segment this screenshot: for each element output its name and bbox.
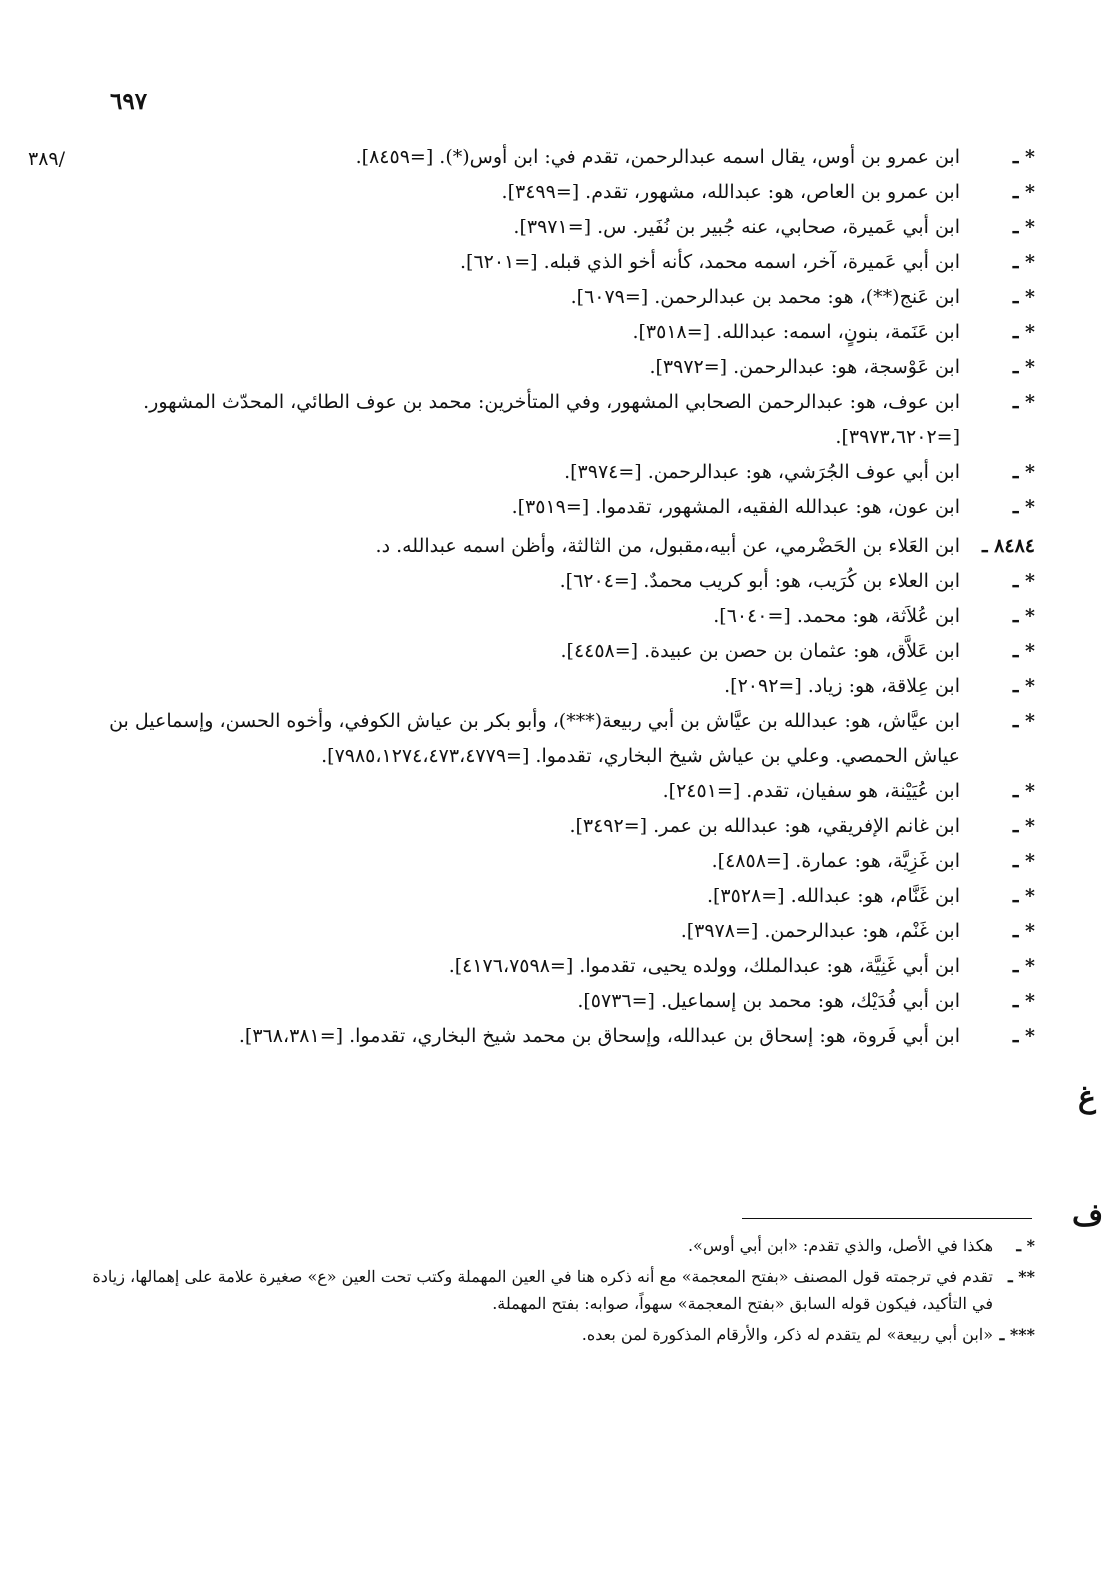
entry-text: ابن عَلاَّق، هو: عثمان بن حصن بن عبيدة. [=٤٤٥٨]. xyxy=(560,640,960,662)
footnote-text: «ابن أبي ربيعة» لم يتقدم له ذكر، والأرقام المذكورة لمن بعده. xyxy=(581,1325,993,1344)
entry xyxy=(100,245,1035,280)
entry-marker: * ـ xyxy=(1012,570,1035,592)
entry-text: ابن غَزِيَّة، هو: عمارة. [=٤٨٥٨]. xyxy=(711,850,960,872)
entry xyxy=(100,210,1035,245)
entry xyxy=(100,844,1035,879)
entry-marker: * ـ xyxy=(1012,251,1035,273)
footnote-marker: * ـ xyxy=(1016,1236,1035,1255)
entry xyxy=(100,634,1035,669)
entry xyxy=(100,879,1035,914)
entry-marker: * ـ xyxy=(1012,1025,1035,1047)
entry-number: ٨٤٨٤ ـ xyxy=(981,535,1035,557)
entry-marker: * ـ xyxy=(1012,605,1035,627)
entry-text: ابن أبي عوف الجُرَشي، هو: عبدالرحمن. [=٣٩٧٤]. xyxy=(564,461,960,483)
entry-marker: * ـ xyxy=(1012,710,1035,732)
entry xyxy=(100,315,1035,350)
entry xyxy=(100,564,1035,599)
numbered-entry xyxy=(100,529,1035,564)
entry-marker: * ـ xyxy=(1012,955,1035,977)
entry-text: ابن عَنَمة، بنونٍ، اسمه: عبدالله. [=٣٥١٨]. xyxy=(632,321,960,343)
footnote-marker: *** ـ xyxy=(999,1325,1035,1344)
footnote xyxy=(80,1232,1035,1259)
entry xyxy=(100,984,1035,1019)
entry-text: ابن العلاء بن كُرَيب، هو: أبو كريب محمدٌ. [=٦٢٠٤]. xyxy=(559,570,960,592)
entry-text: ابن عَنج(**)، هو: محمد بن عبدالرحمن. [=٦٠٧٩]. xyxy=(570,286,960,308)
entry xyxy=(100,599,1035,634)
entry xyxy=(100,490,1035,525)
entry-text: ابن عمرو بن العاص، هو: عبدالله، مشهور، تقدم. [=٣٤٩٩]. xyxy=(501,181,960,203)
entry-text: ابن أبي فَروة، هو: إسحاق بن عبدالله، وإسحاق بن محمد شيخ البخاري، تقدموا. [=٣٦٨،٣٨١]. xyxy=(238,1025,960,1047)
entry xyxy=(100,175,1035,210)
entry-marker: * ـ xyxy=(1012,920,1035,942)
entry-text: ابن أبي عَميرة، صحابي، عنه جُبير بن نُفَير. س. [=٣٩٧١]. xyxy=(513,216,960,238)
entry-text: ابن عمرو بن أوس، يقال اسمه عبدالرحمن، تقدم في: ابن أوس(*). [=٨٤٥٩]. xyxy=(355,146,960,168)
entry xyxy=(100,385,1035,455)
footnote-text: تقدم في ترجمته قول المصنف «بفتح المعجمة» مع أنه ذكره هنا في العين المهملة وكتب تحت العين «ع» صغيرة علامة على إهمالها، زيادة في التأكيد، فيكون قوله السابق «بفتح المعجمة» سهواً، صوابه: بفتح المهملة. xyxy=(92,1267,993,1313)
footnote-divider xyxy=(742,1218,1032,1219)
entry xyxy=(100,809,1035,844)
entry-text: ابن عُيَيْنة، هو سفيان، تقدم. [=٢٤٥١]. xyxy=(662,780,960,802)
entry xyxy=(100,774,1035,809)
entry-marker: * ـ xyxy=(1012,496,1035,518)
entry-text: ابن عوف، هو: عبدالرحمن الصحابي المشهور، وفي المتأخرين: محمد بن عوف الطائي، المحدّث المشهور. [=٣٩٧٣،٦٢٠٢]. xyxy=(143,391,960,448)
entry-marker: * ـ xyxy=(1012,181,1035,203)
entry xyxy=(100,280,1035,315)
entry xyxy=(100,914,1035,949)
entry-marker: * ـ xyxy=(1012,990,1035,1012)
entry-marker: * ـ xyxy=(1012,850,1035,872)
entry-marker: * ـ xyxy=(1012,391,1035,413)
entry xyxy=(100,1019,1035,1054)
entry-marker: * ـ xyxy=(1012,461,1035,483)
page-number: ٦٩٧ xyxy=(110,88,148,115)
entry-marker: * ـ xyxy=(1012,780,1035,802)
section-letter-fa: ف xyxy=(1072,1198,1104,1233)
entry-text: ابن غَنَّام، هو: عبدالله. [=٣٥٢٨]. xyxy=(706,885,960,907)
entry xyxy=(100,140,1035,175)
entry-marker: * ـ xyxy=(1012,321,1035,343)
entry-marker: * ـ xyxy=(1012,146,1035,168)
entry-text: ابن عيَّاش، هو: عبدالله بن عيَّاش بن أبي ربيعة(***)، وأبو بكر بن عياش الكوفي، وأخوه الحسن، وإسماعيل بن عياش الحمصي. وعلي بن عياش شيخ البخاري، تقدموا. [=٧٩٨٥،١٢٧٤،٤٧٣،٤٧٧٩]. xyxy=(109,710,960,767)
entry xyxy=(100,949,1035,984)
entry-text: ابن غَنْم، هو: عبدالرحمن. [=٣٩٧٨]. xyxy=(680,920,960,942)
margin-reference: /٣٨٩ xyxy=(28,148,66,170)
footnote xyxy=(80,1263,1035,1317)
entry-marker: * ـ xyxy=(1012,216,1035,238)
entry-text: ابن عون، هو: عبدالله الفقيه، المشهور، تقدموا. [=٣٥١٩]. xyxy=(511,496,960,518)
entry-text: ابن عَوْسجة، هو: عبدالرحمن. [=٣٩٧٢]. xyxy=(649,356,960,378)
entry-text: ابن غانم الإفريقي، هو: عبدالله بن عمر. [=٣٤٩٢]. xyxy=(569,815,960,837)
entry-text: ابن أبي غَنِيَّة، هو: عبدالملك، وولده يحيى، تقدموا. [=٤١٧٦،٧٥٩٨]. xyxy=(448,955,960,977)
entry-marker: * ـ xyxy=(1012,356,1035,378)
entry xyxy=(100,455,1035,490)
footnote-marker: ** ـ xyxy=(1008,1267,1035,1286)
entry-marker: * ـ xyxy=(1012,286,1035,308)
entry xyxy=(100,350,1035,385)
entry-marker: * ـ xyxy=(1012,675,1035,697)
entry-list xyxy=(100,140,1035,1054)
entry xyxy=(100,669,1035,704)
entry-text: ابن عِلاقة، هو: زياد. [=٢٠٩٢]. xyxy=(724,675,960,697)
footnote xyxy=(80,1321,1035,1348)
entry-marker: * ـ xyxy=(1012,640,1035,662)
entry xyxy=(100,704,1035,774)
entry-text: ابن أبي فُدَيْك، هو: محمد بن إسماعيل. [=٥٧٣٦]. xyxy=(577,990,960,1012)
entry-text: ابن العَلاء بن الحَضْرمي، عن أبيه،مقبول، من الثالثة، وأظن اسمه عبدالله. د. xyxy=(375,535,960,557)
entry-marker: * ـ xyxy=(1012,815,1035,837)
section-letter-ghain: غ xyxy=(1078,1080,1096,1115)
footnotes xyxy=(80,1232,1035,1352)
entry-marker: * ـ xyxy=(1012,885,1035,907)
entry-text: ابن أبي عَميرة، آخر، اسمه محمد، كأنه أخو الذي قبله. [=٦٢٠١]. xyxy=(459,251,960,273)
entry-text: ابن عُلاَثة، هو: محمد. [=٦٠٤٠]. xyxy=(713,605,960,627)
footnote-text: هكذا في الأصل، والذي تقدم: «ابن أبي أوس». xyxy=(687,1236,993,1255)
